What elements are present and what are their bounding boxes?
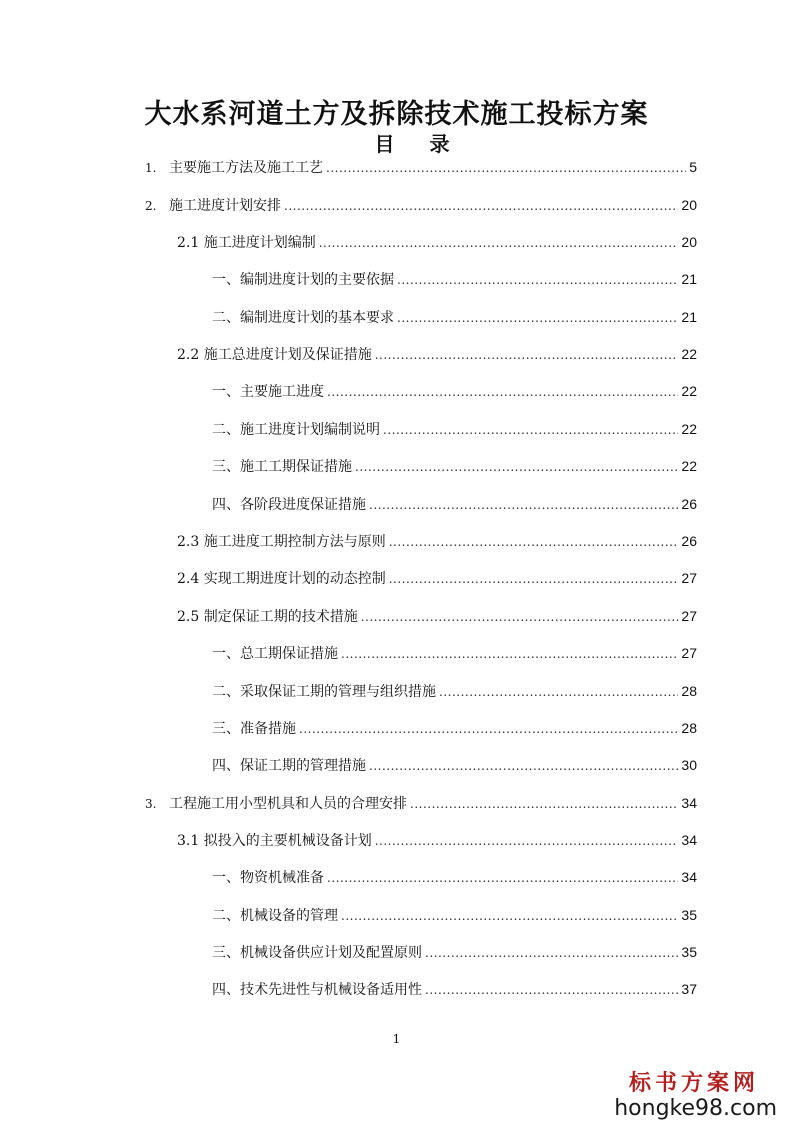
toc-entry-page: 22	[681, 421, 697, 437]
dot-leader	[383, 423, 678, 437]
toc-entry-page: 35	[681, 907, 697, 923]
dot-leader	[369, 759, 678, 773]
toc-entry-page: 28	[681, 683, 697, 699]
dot-leader	[389, 572, 679, 586]
dot-leader	[425, 983, 678, 997]
toc-entry-label: 二、施工进度计划编制说明	[212, 422, 380, 438]
toc-entry-label: 主要施工方法及施工工艺	[169, 160, 323, 176]
toc-entry-label: 工程施工用小型机具和人员的合理安排	[169, 796, 407, 812]
toc-entry[interactable]	[177, 568, 697, 590]
dot-leader	[341, 647, 678, 661]
toc-entry-number: 3.	[145, 797, 157, 811]
toc-entry-page: 20	[681, 234, 697, 250]
dot-leader	[284, 199, 678, 213]
toc-entry[interactable]	[177, 606, 697, 628]
document-title: 大水系河道土方及拆除技术施工投标方案	[144, 99, 649, 130]
toc-entry-number: 1.	[145, 161, 157, 175]
toc-entry-page: 27	[681, 608, 697, 624]
toc-entry-page: 20	[681, 197, 697, 213]
toc-entry-label: 2.3 施工进度工期控制方法与原则	[177, 534, 386, 550]
dot-leader	[341, 909, 678, 923]
dot-leader	[327, 871, 678, 885]
dot-leader	[327, 385, 678, 399]
dot-leader	[375, 834, 679, 848]
toc-entry-page: 37	[681, 981, 697, 997]
toc-entry-page: 28	[681, 720, 697, 736]
dot-leader	[326, 161, 686, 175]
dot-leader	[355, 460, 678, 474]
toc-entry-label: 三、机械设备供应计划及配置原则	[212, 945, 422, 961]
toc-entry-label: 三、准备措施	[212, 721, 296, 737]
dot-leader	[369, 498, 678, 512]
toc-entry[interactable]	[212, 681, 697, 703]
toc-entry[interactable]	[212, 867, 697, 889]
toc-entry[interactable]	[212, 942, 697, 964]
toc-entry-label: 施工进度计划安排	[169, 198, 281, 214]
page-number: 1	[392, 1032, 401, 1046]
toc-entry-page: 30	[681, 757, 697, 773]
toc-entry[interactable]	[212, 643, 697, 665]
toc-entry-label: 一、总工期保证措施	[212, 646, 338, 662]
toc-entry-label: 2.4 实现工期进度计划的动态控制	[177, 571, 386, 587]
toc-entry-label: 一、编制进度计划的主要依据	[212, 272, 394, 288]
dot-leader	[439, 685, 678, 699]
toc-entry-label: 一、物资机械准备	[212, 870, 324, 886]
dot-leader	[397, 311, 678, 325]
toc-entry-page: 26	[681, 533, 697, 549]
toc-entry-page: 21	[681, 271, 697, 287]
dot-leader	[375, 348, 679, 362]
dot-leader	[410, 797, 678, 811]
toc-entry[interactable]	[212, 905, 697, 927]
toc-entry-page: 22	[681, 383, 697, 399]
toc-entry-label: 三、施工工期保证措施	[212, 459, 352, 475]
toc-entry-page: 34	[681, 795, 697, 811]
toc-entry[interactable]	[212, 419, 697, 441]
toc-entry-number: 2.	[145, 199, 157, 213]
toc-entry[interactable]	[212, 718, 697, 740]
toc-entry-label: 3.1 拟投入的主要机械设备计划	[177, 833, 372, 849]
toc-entry[interactable]	[177, 531, 697, 553]
toc-entry-page: 27	[681, 570, 697, 586]
toc-entry[interactable]	[212, 494, 697, 516]
dot-leader	[361, 610, 679, 624]
toc-entry[interactable]	[212, 269, 697, 291]
toc-entry-label: 四、各阶段进度保证措施	[212, 497, 366, 513]
toc-entry[interactable]	[145, 157, 697, 179]
toc-entry-label: 二、编制进度计划的基本要求	[212, 310, 394, 326]
toc-entry[interactable]	[145, 195, 697, 217]
toc-entry-label: 四、技术先进性与机械设备适用性	[212, 982, 422, 998]
toc-entry[interactable]	[177, 232, 697, 254]
toc-heading: 目 录	[374, 132, 464, 156]
dot-leader	[397, 273, 678, 287]
toc-entry-page: 22	[681, 346, 697, 362]
toc-entry-page: 27	[681, 645, 697, 661]
toc-entry[interactable]	[212, 307, 697, 329]
toc-entry-label: 四、保证工期的管理措施	[212, 758, 366, 774]
toc-entry[interactable]	[212, 755, 697, 777]
toc-entry-page: 22	[681, 458, 697, 474]
toc-entry-page: 5	[689, 159, 697, 175]
toc-entry-label: 二、机械设备的管理	[212, 908, 338, 924]
toc-entry-label: 2.2 施工总进度计划及保证措施	[177, 347, 372, 363]
toc-entry[interactable]	[177, 830, 697, 852]
toc-entry-page: 35	[681, 944, 697, 960]
dot-leader	[299, 722, 678, 736]
toc-entry[interactable]	[212, 456, 697, 478]
toc-entry-page: 34	[681, 869, 697, 885]
watermark-url: hongke98.com	[614, 1096, 777, 1121]
watermark	[614, 1066, 777, 1121]
toc-entry[interactable]	[212, 381, 697, 403]
toc-entry-label: 一、主要施工进度	[212, 384, 324, 400]
toc-entry-page: 26	[681, 496, 697, 512]
toc-entry-page: 34	[681, 832, 697, 848]
toc-entry[interactable]	[212, 979, 697, 1001]
dot-leader	[425, 946, 678, 960]
toc-entry[interactable]	[145, 793, 697, 815]
toc-entry-label: 二、采取保证工期的管理与组织措施	[212, 684, 436, 700]
dot-leader	[389, 535, 679, 549]
toc-entry-page: 21	[681, 309, 697, 325]
dot-leader	[319, 236, 679, 250]
toc-entry-label: 2.1 施工进度计划编制	[177, 235, 316, 251]
toc-entry[interactable]	[177, 344, 697, 366]
toc-entry-label: 2.5 制定保证工期的技术措施	[177, 609, 358, 625]
watermark-name: 标书方案网	[628, 1070, 759, 1096]
